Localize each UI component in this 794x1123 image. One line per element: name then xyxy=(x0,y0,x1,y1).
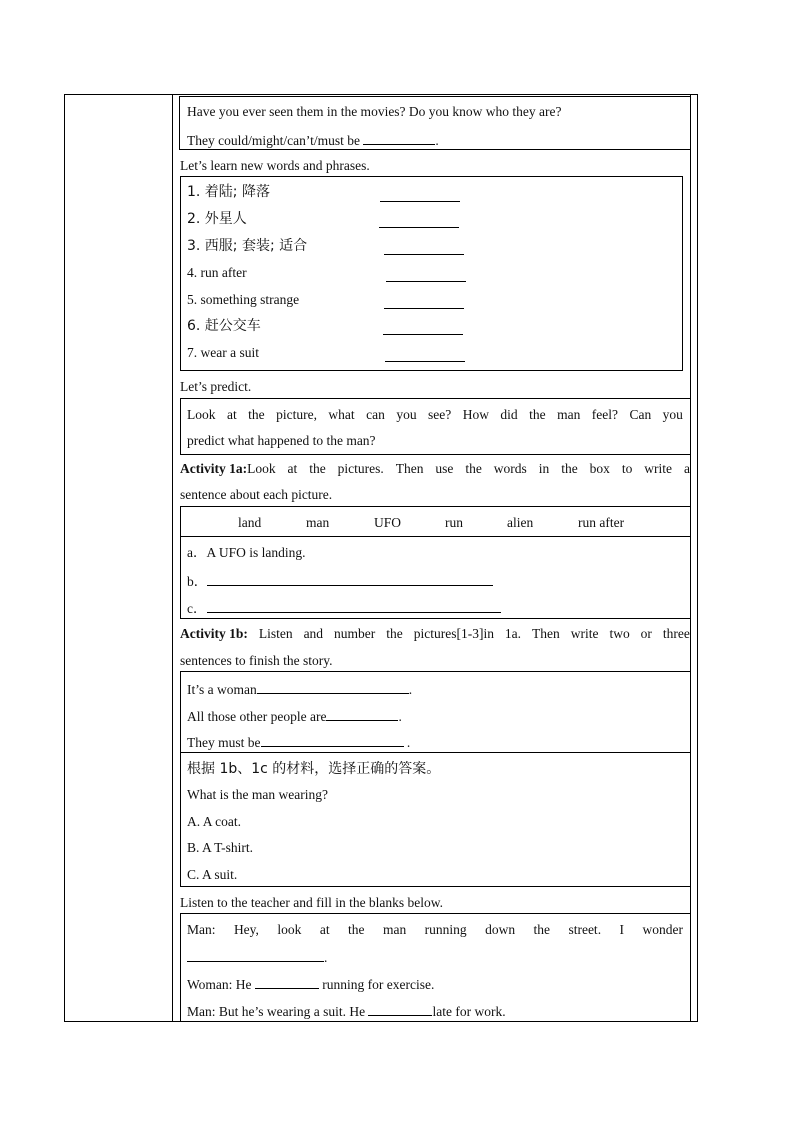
vocab-blank[interactable] xyxy=(380,188,460,202)
story-sentence-2: All those other people are . xyxy=(187,709,402,724)
divider xyxy=(180,752,691,753)
answer-blank[interactable] xyxy=(257,680,409,694)
vocab-blank[interactable] xyxy=(386,268,466,282)
word-box-item: alien xyxy=(507,515,534,530)
answer-a: a．A UFO is landing. xyxy=(187,545,306,560)
answer-blank[interactable] xyxy=(368,1002,432,1016)
vocab-item: 4. run after xyxy=(187,265,247,280)
word-box-item: land xyxy=(238,515,262,530)
answer-c: c． xyxy=(187,599,501,617)
quiz-option[interactable]: C. A suit. xyxy=(187,867,238,882)
activity-1b-box xyxy=(180,671,691,887)
intro-question: Have you ever seen them in the movies? Do you know who they are? xyxy=(187,104,562,119)
answer-blank[interactable] xyxy=(363,131,435,145)
vocab-heading: Let’s learn new words and phrases. xyxy=(180,158,370,173)
vocab-blank[interactable] xyxy=(384,241,464,255)
dialog-line-man: Man: But he’s wearing a suit. He late for work. xyxy=(187,1004,506,1019)
vocab-item: 3. 西服; 套装; 适合 xyxy=(187,238,308,254)
predict-line-2: predict what happened to the man? xyxy=(187,433,376,448)
vocab-item: 2. 外星人 xyxy=(187,211,247,227)
word-box-item: run after xyxy=(578,515,625,530)
answer-b: b． xyxy=(187,572,493,590)
answer-blank[interactable] xyxy=(326,707,398,721)
vocab-item: 5. something strange xyxy=(187,292,300,307)
vocab-item: 7. wear a suit xyxy=(187,345,259,360)
vocab-blank[interactable] xyxy=(384,295,464,309)
answer-blank[interactable] xyxy=(261,733,404,747)
intro-prompt: They could/might/can’t/must be . xyxy=(187,133,439,148)
answer-blank[interactable] xyxy=(187,948,324,962)
column-divider xyxy=(172,95,173,1021)
word-box-item: man xyxy=(306,515,330,530)
answer-blank[interactable] xyxy=(255,975,319,989)
quiz-instruction: 根据 1b、1c 的材料，选择正确的答案。 xyxy=(187,761,441,777)
activity-1b-line-2: sentences to finish the story. xyxy=(180,653,333,668)
quiz-question: What is the man wearing? xyxy=(187,787,328,802)
activity-1a-line-2: sentence about each picture. xyxy=(180,487,333,502)
vocab-blank[interactable] xyxy=(385,348,465,362)
divider xyxy=(180,536,691,537)
story-sentence-1: It’s a woman . xyxy=(187,682,413,697)
activity-1b-instruction: Activity 1b: Listen and number the pictures[1-3]in 1a. Then write two or three xyxy=(180,626,690,641)
dialog-line-woman: Woman: He running for exercise. xyxy=(187,977,435,992)
predict-heading: Let’s predict. xyxy=(180,379,252,394)
answer-blank[interactable] xyxy=(207,572,493,586)
answer-blank[interactable] xyxy=(207,599,501,613)
vocab-item: 6. 赶公交车 xyxy=(187,318,261,334)
predict-line-1: Look at the picture, what can you see? How did the man feel? Can you xyxy=(187,407,683,422)
word-box-item: run xyxy=(445,515,463,530)
quiz-option[interactable]: A. A coat. xyxy=(187,814,241,829)
quiz-option[interactable]: B. A T-shirt. xyxy=(187,840,254,855)
vocab-blank[interactable] xyxy=(383,321,463,335)
story-sentence-3: They must be . xyxy=(187,735,411,750)
activity-1a-instruction: Activity 1a:Look at the pictures. Then use the words in the box to write a xyxy=(180,461,690,476)
vocab-blank[interactable] xyxy=(379,214,459,228)
dialog-line-1: Man: Hey, look at the man running down the street. I wonder xyxy=(187,922,683,937)
word-box-item: UFO xyxy=(374,515,402,530)
listen-heading: Listen to the teacher and fill in the blanks below. xyxy=(180,895,444,910)
vocab-item: 1. 着陆; 降落 xyxy=(187,184,270,200)
dialog-line-2: . xyxy=(187,948,327,966)
